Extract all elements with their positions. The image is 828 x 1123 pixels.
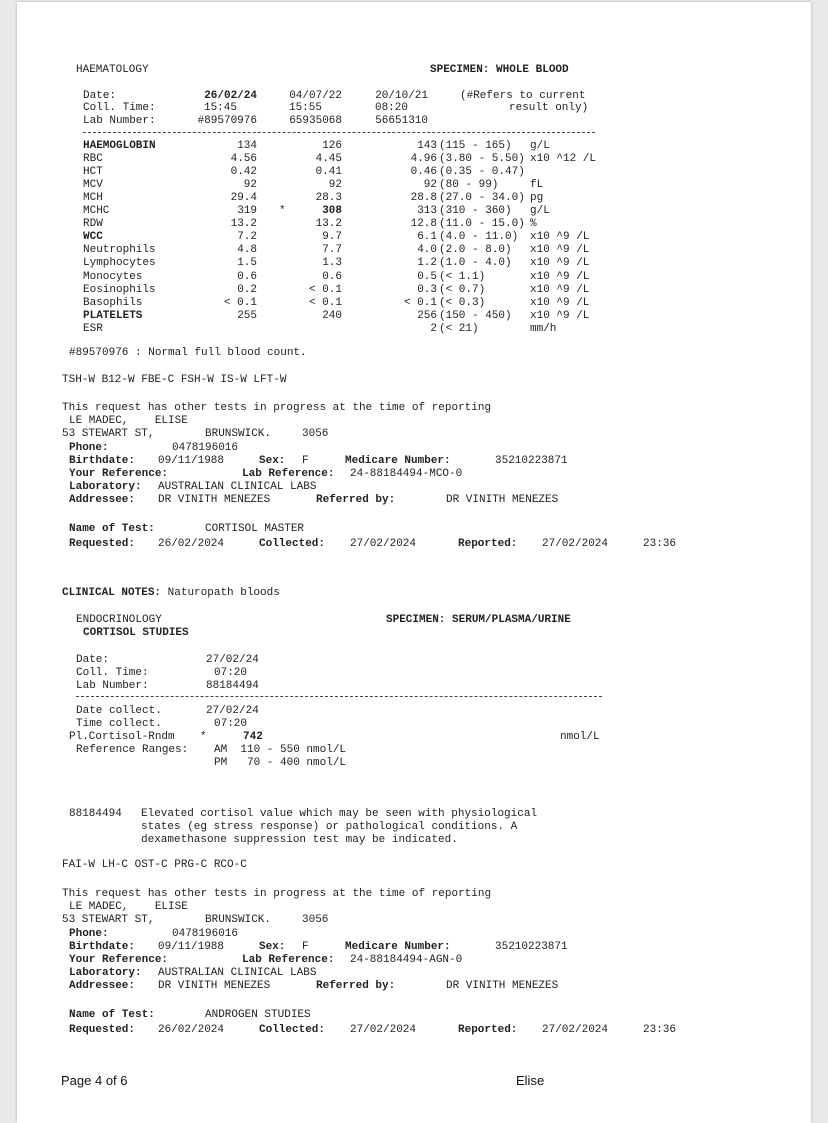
result-unit: pg: [530, 192, 544, 205]
patient-postcode: 3056: [302, 428, 329, 441]
laboratory: AUSTRALIAN CLINICAL LABS: [158, 967, 317, 980]
test-name-label: Name of Test:: [69, 1009, 155, 1022]
result-previous-1: 7.7: [322, 244, 342, 257]
reference-range: (150 - 450): [439, 309, 512, 322]
result-current: 29.4: [230, 192, 257, 205]
reported-label: Reported:: [458, 537, 518, 550]
result-unit: x10 ^9 /L: [530, 296, 590, 309]
reference-ranges-label: Reference Ranges:: [76, 744, 189, 756]
table-row: [17, 244, 811, 257]
lab-reference-label: Lab Reference:: [242, 954, 335, 966]
result-current: 1.5: [237, 257, 257, 270]
birthdate-label: Birthdate:: [69, 940, 136, 953]
date-collect-label: Date collect.: [76, 705, 162, 717]
time-collect-label: Time collect.: [76, 718, 162, 730]
table-row: [17, 271, 811, 284]
result-current: 255: [237, 309, 257, 322]
result-previous-2: 1.2: [417, 257, 437, 270]
patient-sex: F: [302, 940, 309, 953]
result-previous-2: 0.5: [417, 270, 437, 283]
result-previous-2: 92: [423, 179, 437, 192]
haem-comment: #89570976 : Normal full blood count.: [69, 347, 307, 359]
test-name: Neutrophils: [83, 244, 156, 257]
patient-name: LE MADEC, ELISE: [69, 901, 188, 914]
table-row: [17, 179, 811, 192]
medicare-number: 35210223871: [495, 454, 568, 467]
result-previous-1: 13.2: [315, 218, 342, 231]
col1-time: 15:45: [203, 102, 237, 114]
table-row: [17, 166, 811, 179]
lab-reference: 24-88184494-MCO-0: [350, 468, 463, 480]
result-unit: x10 ^9 /L: [530, 257, 590, 270]
result-previous-2: < 0.1: [403, 296, 437, 309]
lab-reference-label: Lab Reference:: [242, 468, 335, 480]
cortisol-unit: nmol/L: [560, 731, 600, 743]
clinical-notes-text: Naturopath bloods: [167, 587, 280, 599]
table-row: [17, 205, 811, 218]
result-unit: x10 ^9 /L: [530, 309, 590, 322]
patient-street: 53 STEWART ST,: [62, 428, 155, 441]
table-row: [17, 192, 811, 205]
test-name-label: Name of Test:: [69, 523, 155, 536]
reference-range: (0.35 - 0.47): [439, 166, 525, 179]
reported-date: 27/02/2024: [542, 1023, 609, 1036]
result-previous-1: 0.41: [315, 166, 342, 179]
in-progress-note: This request has other tests in progress at the time of reporting: [62, 402, 492, 414]
refers-note-2: result only): [509, 102, 589, 114]
result-previous-2: 28.8: [410, 192, 437, 205]
table-row: [17, 284, 811, 297]
test-name: Eosinophils: [83, 283, 156, 296]
endocrinology-section-title: ENDOCRINOLOGY: [76, 614, 162, 626]
test-name: PLATELETS: [83, 309, 143, 322]
requested-label: Requested:: [69, 1023, 136, 1036]
result-previous-2: 256: [417, 309, 437, 322]
result-previous-1: 0.6: [322, 270, 342, 283]
patient-street: 53 STEWART ST,: [62, 914, 155, 927]
result-previous-2: 4.0: [417, 244, 437, 257]
reference-range: (27.0 - 34.0): [439, 192, 525, 205]
reported-time: 23:36: [643, 1023, 677, 1036]
result-previous-2: 6.1: [417, 231, 437, 244]
endo-comment-line-3: dexamethasone suppression test may be indicated.: [141, 834, 458, 846]
test-name: ESR: [83, 322, 103, 335]
result-previous-2: 313: [417, 205, 437, 218]
test-name: RBC: [83, 153, 103, 166]
requested-date: 26/02/2024: [158, 1023, 225, 1036]
collected-date: 27/02/2024: [350, 537, 417, 550]
haem-divider: [83, 132, 595, 133]
result-current: 13.2: [230, 218, 257, 231]
addressee: DR VINITH MENEZES: [158, 980, 271, 993]
test-name: ANDROGEN STUDIES: [205, 1009, 311, 1022]
reference-range: (11.0 - 15.0): [439, 218, 525, 231]
laboratory: AUSTRALIAN CLINICAL LABS: [158, 481, 317, 494]
col3-lab: 56651310: [375, 115, 428, 127]
result-current: 4.8: [237, 244, 257, 257]
addressee-label: Addressee:: [69, 980, 136, 993]
result-previous-1: 1.3: [322, 257, 342, 270]
your-reference-label: Your Reference:: [69, 468, 169, 480]
reference-range: (< 0.3): [439, 296, 486, 309]
endo-date-label: Date:: [76, 654, 110, 666]
result-unit: x10 ^9 /L: [530, 244, 590, 257]
table-row: [17, 153, 811, 166]
result-previous-1: < 0.1: [308, 296, 342, 309]
test-name: RDW: [83, 218, 103, 231]
result-previous-1: 28.3: [315, 192, 342, 205]
patient-postcode: 3056: [302, 914, 329, 927]
date-label: Date:: [83, 90, 117, 102]
phone-label: Phone:: [69, 441, 109, 454]
result-previous-2: 12.8: [410, 218, 437, 231]
medicare-label: Medicare Number:: [345, 454, 451, 467]
col2-time: 15:55: [288, 102, 322, 114]
result-current: 0.42: [230, 166, 257, 179]
result-previous-2: 0.46: [410, 166, 437, 179]
coll-time-label: Coll. Time:: [83, 102, 156, 114]
result-previous-1: 4.45: [315, 153, 342, 166]
collected-label: Collected:: [259, 537, 326, 550]
result-previous-2: 2: [430, 322, 437, 335]
patient-birthdate: 09/11/1988: [158, 454, 225, 467]
cortisol-label: Pl.Cortisol-Rndm: [69, 731, 175, 743]
col1-date: 26/02/24: [204, 90, 257, 102]
test-name: Monocytes: [83, 270, 143, 283]
result-unit: x10 ^9 /L: [530, 283, 590, 296]
test-name: MCHC: [83, 205, 110, 218]
result-unit: x10 ^9 /L: [530, 231, 590, 244]
reference-range-pm: PM 70 - 400 nmol/L: [214, 757, 347, 769]
col3-time: 08:20: [374, 102, 408, 114]
reported-label: Reported:: [458, 1023, 518, 1036]
test-name: WCC: [83, 231, 103, 244]
patient-suburb: BRUNSWICK.: [205, 914, 272, 927]
medicare-number: 35210223871: [495, 940, 568, 953]
reported-time: 23:36: [643, 537, 677, 550]
reference-range-am: AM 110 - 550 nmol/L: [214, 744, 347, 756]
reported-date: 27/02/2024: [542, 537, 609, 550]
result-previous-1: 308: [322, 205, 342, 218]
result-unit: %: [530, 218, 537, 231]
test-name: Basophils: [83, 296, 143, 309]
sex-label: Sex:: [259, 940, 286, 953]
reference-range: (< 21): [439, 322, 479, 335]
table-row: [17, 140, 811, 153]
laboratory-label: Laboratory:: [69, 967, 142, 980]
page-number: Page 4 of 6: [61, 1073, 128, 1088]
result-unit: fL: [530, 179, 544, 192]
table-row: [17, 323, 811, 336]
result-current: 319: [237, 205, 257, 218]
patient-suburb: BRUNSWICK.: [205, 428, 272, 441]
result-unit: g/L: [530, 205, 550, 218]
endo-coll-time: 07:20: [214, 667, 248, 679]
haematology-specimen: SPECIMEN: WHOLE BLOOD: [430, 64, 569, 76]
reference-range: (3.80 - 5.50): [439, 153, 525, 166]
endo-lab-number: 88184494: [206, 680, 259, 692]
referred-by: DR VINITH MENEZES: [446, 494, 559, 507]
result-previous-1: < 0.1: [308, 283, 342, 296]
sex-label: Sex:: [259, 454, 286, 467]
endo-comment-line-2: states (eg stress response) or pathological conditions. A: [141, 821, 518, 833]
refers-note: (#Refers to current: [460, 90, 586, 102]
laboratory-label: Laboratory:: [69, 481, 142, 494]
requested-label: Requested:: [69, 537, 136, 550]
result-previous-2: 0.3: [417, 283, 437, 296]
reference-range: (4.0 - 11.0): [439, 231, 519, 244]
patient-phone: 0478196016: [172, 927, 239, 940]
test-name: HAEMOGLOBIN: [83, 140, 156, 152]
collected-label: Collected:: [259, 1023, 326, 1036]
cortisol-studies-title: CORTISOL STUDIES: [83, 627, 189, 639]
table-row: [17, 257, 811, 270]
table-row: [17, 231, 811, 244]
table-row: [17, 310, 811, 323]
referred-by-label: Referred by:: [316, 980, 396, 993]
date-collect: 27/02/24: [206, 705, 259, 717]
test-name: CORTISOL MASTER: [205, 523, 305, 536]
table-row: [17, 297, 811, 310]
reference-range: (310 - 360): [439, 205, 512, 218]
test-name: MCV: [83, 179, 103, 192]
birthdate-label: Birthdate:: [69, 454, 136, 467]
referred-by-label: Referred by:: [316, 494, 396, 507]
reference-range: (1.0 - 4.0): [439, 257, 512, 270]
clinical-notes-label: CLINICAL NOTES:: [62, 587, 162, 599]
table-row: [17, 218, 811, 231]
result-current: < 0.1: [223, 296, 257, 309]
result-unit: x10 ^9 /L: [530, 270, 590, 283]
col1-lab: #89570976: [197, 115, 257, 127]
addressee-label: Addressee:: [69, 494, 136, 507]
reference-range: (115 - 165): [439, 140, 512, 152]
result-unit: mm/h: [530, 322, 557, 335]
result-current: 92: [243, 179, 257, 192]
col2-lab: 65935068: [289, 115, 342, 127]
result-unit: x10 ^12 /L: [530, 153, 597, 166]
endocrinology-specimen: SPECIMEN: SERUM/PLASMA/URINE: [386, 614, 571, 626]
in-progress-note: This request has other tests in progress at the time of reporting: [62, 888, 492, 900]
patient-phone: 0478196016: [172, 441, 239, 454]
footer-name: Elise: [516, 1073, 545, 1088]
patient-name: LE MADEC, ELISE: [69, 415, 188, 428]
lab-reference: 24-88184494-AGN-0: [350, 954, 463, 966]
haem-tests-line: TSH-W B12-W FBE-C FSH-W IS-W LFT-W: [62, 374, 287, 386]
result-previous-2: 143: [417, 140, 437, 152]
result-current: 134: [237, 140, 257, 152]
endo-lab-number-label: Lab Number:: [76, 680, 149, 692]
result-unit: g/L: [530, 140, 550, 152]
endo-comment-id: 88184494: [69, 808, 122, 820]
result-current: 7.2: [237, 231, 257, 244]
reference-range: (80 - 99): [439, 179, 499, 192]
result-current: 0.6: [237, 270, 257, 283]
reference-range: (2.0 - 8.0): [439, 244, 512, 257]
result-previous-1: 126: [322, 140, 342, 152]
referred-by: DR VINITH MENEZES: [446, 980, 559, 993]
result-previous-2: 4.96: [410, 153, 437, 166]
result-current: 4.56: [230, 153, 257, 166]
time-collect: 07:20: [214, 718, 248, 730]
addressee: DR VINITH MENEZES: [158, 494, 271, 507]
col3-date: 20/10/21: [375, 90, 428, 102]
endo-tests-line: FAI-W LH-C OST-C PRG-C RCO-C: [62, 859, 247, 871]
endo-comment-line-1: Elevated cortisol value which may be seen with physiological: [141, 808, 538, 820]
medicare-label: Medicare Number:: [345, 940, 451, 953]
reference-range: (< 1.1): [439, 270, 486, 283]
endo-coll-time-label: Coll. Time:: [76, 667, 149, 679]
lab-number-label: Lab Number:: [83, 115, 156, 127]
requested-date: 26/02/2024: [158, 537, 225, 550]
result-previous-1: 92: [328, 179, 342, 192]
report-page: [17, 2, 811, 1123]
result-previous-1: 9.7: [322, 231, 342, 244]
test-name: MCH: [83, 192, 103, 205]
reference-range: (< 0.7): [439, 283, 486, 296]
test-name: Lymphocytes: [83, 257, 156, 270]
patient-sex: F: [302, 454, 309, 467]
result-current: 0.2: [237, 283, 257, 296]
cortisol-flag: *: [200, 731, 207, 743]
test-name: HCT: [83, 166, 103, 179]
your-reference-label: Your Reference:: [69, 954, 169, 966]
haematology-section-title: HAEMATOLOGY: [76, 64, 149, 76]
result-flag: *: [279, 205, 286, 218]
patient-birthdate: 09/11/1988: [158, 940, 225, 953]
cortisol-value: 742: [243, 731, 263, 743]
endo-date: 27/02/24: [206, 654, 259, 666]
phone-label: Phone:: [69, 927, 109, 940]
clinical-notes: [62, 587, 280, 600]
endo-divider: [76, 696, 602, 697]
result-previous-1: 240: [322, 309, 342, 322]
col2-date: 04/07/22: [289, 90, 342, 102]
collected-date: 27/02/2024: [350, 1023, 417, 1036]
